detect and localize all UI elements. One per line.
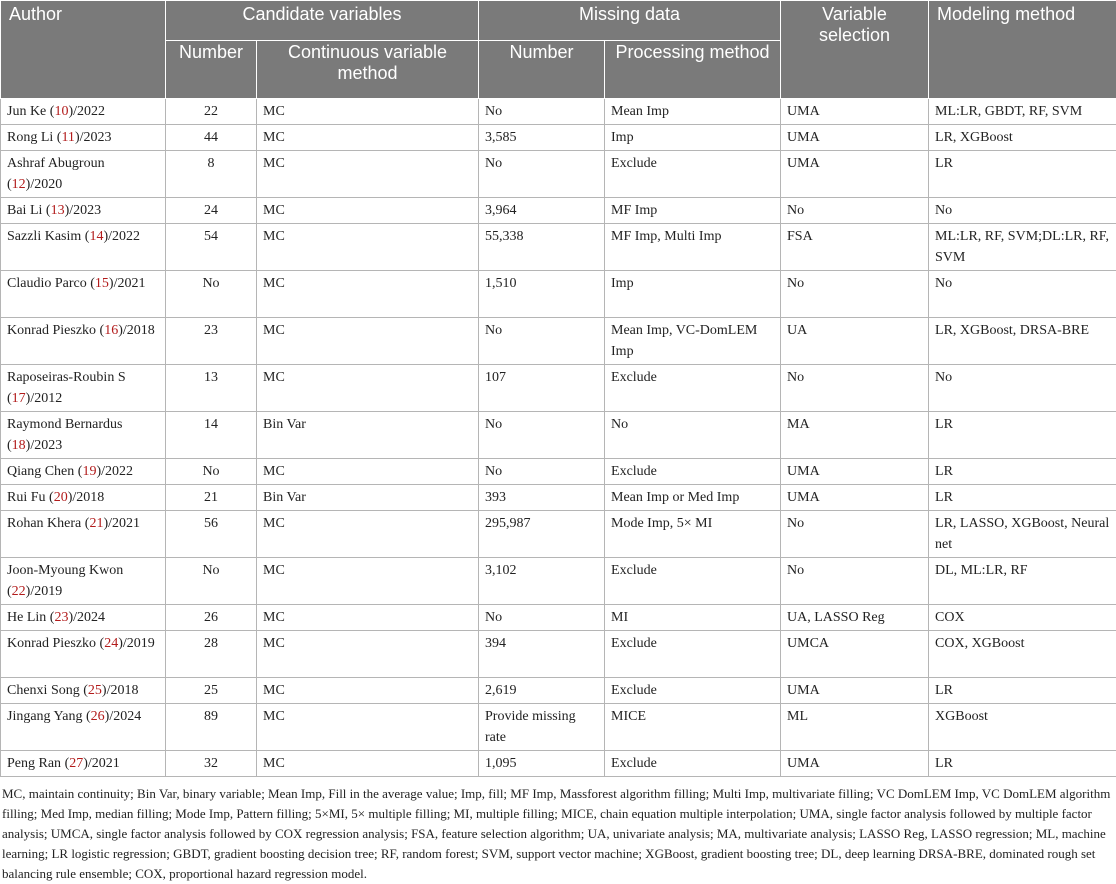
author-year: /2021 — [114, 276, 146, 291]
cell-variable-selection: No — [781, 271, 929, 318]
reference-link[interactable]: 25 — [88, 683, 102, 698]
table-row — [1, 224, 1116, 271]
cell-missing-number: 1,510 — [479, 271, 605, 318]
author-year: /2021 — [88, 756, 120, 771]
cell-processing-method: Mode Imp, 5× MI — [605, 511, 781, 558]
table-row — [1, 751, 1116, 777]
reference-link[interactable]: 10 — [54, 104, 68, 119]
reference-link[interactable]: 26 — [91, 709, 105, 724]
reference-link[interactable]: 21 — [89, 516, 103, 531]
cell-missing-number: No — [479, 412, 605, 459]
cell-number: 14 — [166, 412, 257, 459]
cell-missing-number: 3,585 — [479, 125, 605, 151]
table-body — [1, 99, 1116, 777]
cell-modeling-method: COX, XGBoost — [929, 631, 1116, 678]
author-year: /2018 — [72, 490, 104, 505]
cell-missing-number: No — [479, 151, 605, 198]
cell-missing-number: 55,338 — [479, 224, 605, 271]
reference-link[interactable]: 13 — [51, 203, 65, 218]
author-year: /2024 — [73, 610, 105, 625]
cell-missing-number: 3,102 — [479, 558, 605, 605]
reference-link[interactable]: 14 — [89, 229, 103, 244]
cell-processing-method: Exclude — [605, 678, 781, 704]
cell-author: Joon-Myoung Kwon (22)/2019 — [1, 558, 166, 605]
cell-author: Raposeiras-Roubin S (17)/2012 — [1, 365, 166, 412]
header-author: Author — [1, 1, 166, 99]
cell-number: 25 — [166, 678, 257, 704]
cell-modeling-method: LR — [929, 459, 1116, 485]
cell-variable-selection: No — [781, 511, 929, 558]
author-name: Raposeiras-Roubin S — [7, 370, 126, 385]
cell-missing-number: 1,095 — [479, 751, 605, 777]
table-row — [1, 151, 1116, 198]
author-name: Raymond Bernardus — [7, 417, 122, 432]
table-row — [1, 318, 1116, 365]
cell-variable-selection: UMA — [781, 459, 929, 485]
author-name: Konrad Pieszko — [7, 323, 96, 338]
table-row — [1, 412, 1116, 459]
cell-modeling-method: No — [929, 198, 1116, 224]
author-year: /2019 — [30, 584, 62, 599]
cell-variable-selection: UMA — [781, 678, 929, 704]
cell-continuous-method: Bin Var — [257, 412, 479, 459]
cell-author: Claudio Parco (15)/2021 — [1, 271, 166, 318]
cell-modeling-method: LR — [929, 678, 1116, 704]
cell-continuous-method: MC — [257, 365, 479, 412]
cell-modeling-method: No — [929, 365, 1116, 412]
table-row — [1, 605, 1116, 631]
cell-variable-selection: FSA — [781, 224, 929, 271]
reference-link[interactable]: 16 — [104, 323, 118, 338]
reference-link[interactable]: 19 — [82, 464, 96, 479]
cell-author: Konrad Pieszko (16)/2018 — [1, 318, 166, 365]
cell-processing-method: MF Imp, Multi Imp — [605, 224, 781, 271]
cell-continuous-method: MC — [257, 318, 479, 365]
cell-continuous-method: MC — [257, 271, 479, 318]
author-year: /2023 — [80, 130, 112, 145]
cell-author: Konrad Pieszko (24)/2019 — [1, 631, 166, 678]
cell-processing-method: MF Imp — [605, 198, 781, 224]
cell-author: Rui Fu (20)/2018 — [1, 485, 166, 511]
reference-link[interactable]: 22 — [12, 584, 26, 599]
author-year: /2018 — [123, 323, 155, 338]
cell-variable-selection: UMA — [781, 99, 929, 125]
cell-variable-selection: UMA — [781, 151, 929, 198]
author-year: /2018 — [107, 683, 139, 698]
cell-modeling-method: LR, XGBoost — [929, 125, 1116, 151]
cell-missing-number: 107 — [479, 365, 605, 412]
cell-processing-method: Imp — [605, 271, 781, 318]
cell-modeling-method: LR — [929, 412, 1116, 459]
cell-variable-selection: UA — [781, 318, 929, 365]
cell-continuous-method: MC — [257, 558, 479, 605]
header-candidate-variables: Candidate variables — [166, 1, 479, 41]
reference-link[interactable]: 27 — [69, 756, 83, 771]
cell-missing-number: No — [479, 605, 605, 631]
author-year: /2024 — [109, 709, 141, 724]
author-name: Rohan Khera — [7, 516, 81, 531]
cell-number: No — [166, 459, 257, 485]
cell-processing-method: Exclude — [605, 459, 781, 485]
cell-continuous-method: MC — [257, 459, 479, 485]
table-header — [1, 1, 1116, 99]
table-row — [1, 558, 1116, 605]
cell-continuous-method: MC — [257, 678, 479, 704]
cell-number: 8 — [166, 151, 257, 198]
reference-link[interactable]: 20 — [54, 490, 68, 505]
cell-continuous-method: MC — [257, 151, 479, 198]
cell-author: Jun Ke (10)/2022 — [1, 99, 166, 125]
cell-continuous-method: MC — [257, 198, 479, 224]
cell-author: Bai Li (13)/2023 — [1, 198, 166, 224]
author-year: /2022 — [101, 464, 133, 479]
table-row — [1, 365, 1116, 412]
cell-modeling-method: XGBoost — [929, 704, 1116, 751]
header-processing-method: Processing method — [605, 41, 781, 99]
header-modeling-method: Modeling method — [929, 1, 1116, 99]
cell-variable-selection: No — [781, 365, 929, 412]
cell-variable-selection: MA — [781, 412, 929, 459]
reference-link[interactable]: 12 — [12, 177, 26, 192]
cell-processing-method: Mean Imp or Med Imp — [605, 485, 781, 511]
cell-number: 44 — [166, 125, 257, 151]
cell-variable-selection: No — [781, 558, 929, 605]
cell-missing-number: 393 — [479, 485, 605, 511]
header-continuous-variable-method: Continuous variable method — [257, 41, 479, 99]
author-name: He Lin — [7, 610, 46, 625]
cell-author: Qiang Chen (19)/2022 — [1, 459, 166, 485]
cell-processing-method: Exclude — [605, 365, 781, 412]
header-missing-data: Missing data — [479, 1, 781, 41]
cell-processing-method: Exclude — [605, 151, 781, 198]
cell-processing-method: Mean Imp — [605, 99, 781, 125]
cell-variable-selection: No — [781, 198, 929, 224]
cell-missing-number: 295,987 — [479, 511, 605, 558]
cell-variable-selection: UA, LASSO Reg — [781, 605, 929, 631]
cell-modeling-method: COX — [929, 605, 1116, 631]
table-row — [1, 125, 1116, 151]
cell-variable-selection: UMA — [781, 125, 929, 151]
cell-modeling-method: LR, LASSO, XGBoost, Neural net — [929, 511, 1116, 558]
reference-link[interactable]: 17 — [12, 391, 26, 406]
cell-modeling-method: No — [929, 271, 1116, 318]
reference-link[interactable]: 15 — [95, 276, 109, 291]
cell-number: 26 — [166, 605, 257, 631]
cell-author: Sazzli Kasim (14)/2022 — [1, 224, 166, 271]
header-number: Number — [166, 41, 257, 99]
cell-continuous-method: MC — [257, 511, 479, 558]
cell-author: Rong Li (11)/2023 — [1, 125, 166, 151]
cell-processing-method: Exclude — [605, 558, 781, 605]
header-variable-selection: Variable selection — [781, 1, 929, 99]
cell-continuous-method: MC — [257, 704, 479, 751]
author-name: Claudio Parco — [7, 276, 87, 291]
author-year: /2019 — [123, 636, 155, 651]
cell-processing-method: MI — [605, 605, 781, 631]
author-year: /2022 — [73, 104, 105, 119]
cell-continuous-method: MC — [257, 631, 479, 678]
author-year: /2023 — [69, 203, 101, 218]
author-name: Sazzli Kasim — [7, 229, 81, 244]
author-name: Qiang Chen — [7, 464, 74, 479]
cell-continuous-method: MC — [257, 224, 479, 271]
cell-missing-number: 2,619 — [479, 678, 605, 704]
reference-link[interactable]: 11 — [61, 130, 74, 145]
cell-author: Jingang Yang (26)/2024 — [1, 704, 166, 751]
cell-processing-method: Imp — [605, 125, 781, 151]
cell-modeling-method: LR — [929, 151, 1116, 198]
author-year: /2012 — [30, 391, 62, 406]
cell-processing-method: Exclude — [605, 751, 781, 777]
cell-number: 28 — [166, 631, 257, 678]
author-name: Rong Li — [7, 130, 53, 145]
cell-continuous-method: MC — [257, 751, 479, 777]
cell-author: Peng Ran (27)/2021 — [1, 751, 166, 777]
cell-processing-method: No — [605, 412, 781, 459]
table-row — [1, 678, 1116, 704]
author-name: Joon-Myoung Kwon — [7, 563, 123, 578]
reference-link[interactable]: 23 — [54, 610, 68, 625]
table-row — [1, 99, 1116, 125]
cell-missing-number: No — [479, 99, 605, 125]
author-year: /2020 — [30, 177, 62, 192]
cell-number: No — [166, 271, 257, 318]
cell-number: 24 — [166, 198, 257, 224]
cell-modeling-method: ML:LR, RF, SVM;DL:LR, RF, SVM — [929, 224, 1116, 271]
cell-number: 56 — [166, 511, 257, 558]
cell-missing-number: No — [479, 459, 605, 485]
header-missing-number: Number — [479, 41, 605, 99]
cell-number: 89 — [166, 704, 257, 751]
cell-processing-method: Exclude — [605, 631, 781, 678]
reference-link[interactable]: 18 — [12, 438, 26, 453]
table-row — [1, 271, 1116, 318]
table-row — [1, 459, 1116, 485]
cell-number: 22 — [166, 99, 257, 125]
cell-number: 54 — [166, 224, 257, 271]
author-name: Bai Li — [7, 203, 42, 218]
cell-number: 32 — [166, 751, 257, 777]
cell-missing-number: 3,964 — [479, 198, 605, 224]
cell-modeling-method: LR — [929, 485, 1116, 511]
author-year: /2023 — [30, 438, 62, 453]
cell-processing-method: Mean Imp, VC-DomLEM Imp — [605, 318, 781, 365]
cell-number: 23 — [166, 318, 257, 365]
cell-author: Raymond Bernardus (18)/2023 — [1, 412, 166, 459]
cell-number: No — [166, 558, 257, 605]
author-name: Konrad Pieszko — [7, 636, 96, 651]
cell-number: 21 — [166, 485, 257, 511]
cell-modeling-method: ML:LR, GBDT, RF, SVM — [929, 99, 1116, 125]
author-name: Jingang Yang — [7, 709, 82, 724]
author-name: Rui Fu — [7, 490, 46, 505]
author-year: /2021 — [108, 516, 140, 531]
cell-missing-number: Provide missing rate — [479, 704, 605, 751]
table-row — [1, 198, 1116, 224]
cell-modeling-method: LR — [929, 751, 1116, 777]
cell-variable-selection: ML — [781, 704, 929, 751]
cell-variable-selection: UMA — [781, 751, 929, 777]
cell-missing-number: 394 — [479, 631, 605, 678]
author-name: Ashraf Abugroun — [7, 156, 105, 171]
cell-modeling-method: DL, ML:LR, RF — [929, 558, 1116, 605]
table-row — [1, 704, 1116, 751]
table-row — [1, 485, 1116, 511]
author-year: /2022 — [108, 229, 140, 244]
cell-continuous-method: MC — [257, 605, 479, 631]
cell-continuous-method: Bin Var — [257, 485, 479, 511]
cell-missing-number: No — [479, 318, 605, 365]
cell-author: Rohan Khera (21)/2021 — [1, 511, 166, 558]
cell-number: 13 — [166, 365, 257, 412]
cell-continuous-method: MC — [257, 125, 479, 151]
author-name: Chenxi Song — [7, 683, 80, 698]
cell-author: He Lin (23)/2024 — [1, 605, 166, 631]
cell-variable-selection: UMCA — [781, 631, 929, 678]
cell-author: Ashraf Abugroun (12)/2020 — [1, 151, 166, 198]
table-row — [1, 631, 1116, 678]
table-footnote: MC, maintain continuity; Bin Var, binary variable; Mean Imp, Fill in the average value; Imp, fill; MF Imp, Massforest algorithm filling; Multi Imp, multivariate filling; VC DomLEM Imp, VC DomLEM algorithm filling; Med Imp, median filling; Mode Imp, Pattern filling; 5×MI, 5× multiple filling; MI, multiple filling; MICE, chain equation multiple interpolation; UMA, single factor analysis followed by multiple factor analysis; UMCA, single factor analysis followed by COX regression analysis; FSA, feature selection algorithm; UA, univariate analysis; MA, multivariate analysis; LASSO Reg, LASSO regression; ML, machine learning; LR logistic regression; GBDT, gradient boosting decision tree; RF, random forest; SVM, support vector machine; XGBoost, gradient boosting tree; DL, deep learning DRSA-BRE, dominated rough set balancing rule ensemble; COX, proportional hazard regression model. — [0, 777, 1114, 884]
table-row — [1, 511, 1116, 558]
cell-modeling-method: LR, XGBoost, DRSA-BRE — [929, 318, 1116, 365]
author-name: Peng Ran — [7, 756, 61, 771]
author-name: Jun Ke — [7, 104, 46, 119]
cell-variable-selection: UMA — [781, 485, 929, 511]
cell-author: Chenxi Song (25)/2018 — [1, 678, 166, 704]
cell-continuous-method: MC — [257, 99, 479, 125]
reference-link[interactable]: 24 — [104, 636, 118, 651]
cell-processing-method: MICE — [605, 704, 781, 751]
